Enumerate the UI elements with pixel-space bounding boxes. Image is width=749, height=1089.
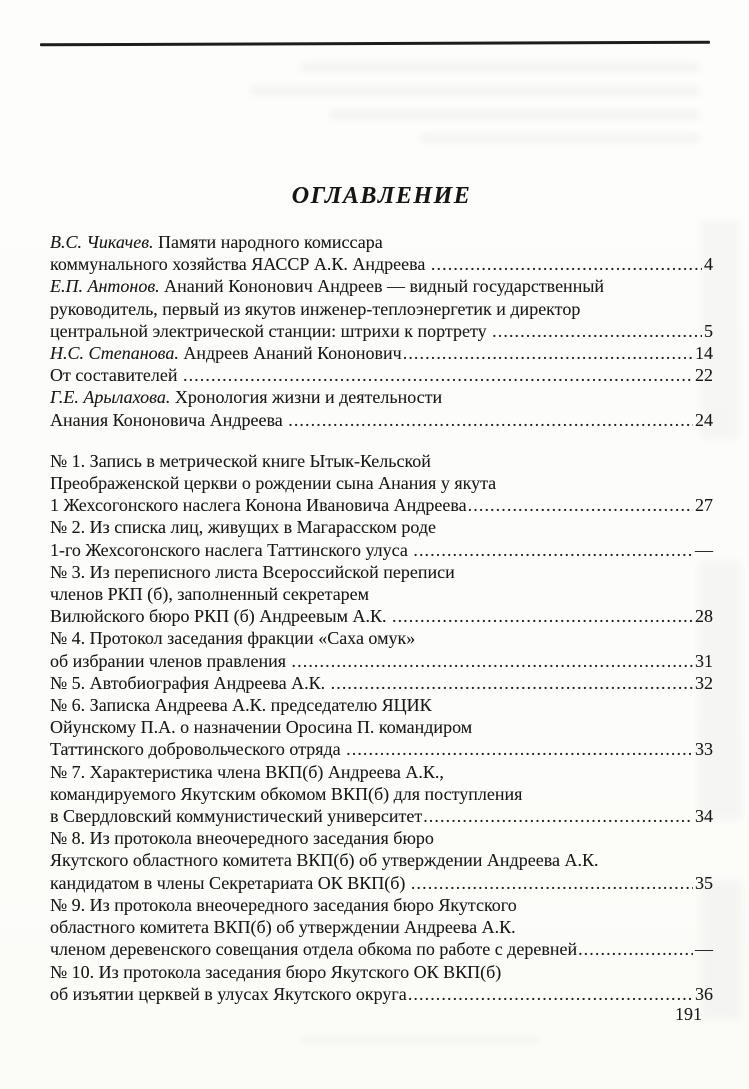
leader-dots (578, 938, 693, 960)
toc-page-number: — (695, 539, 713, 560)
toc-author: Н.С. Степанова. (50, 343, 179, 364)
toc-text: членов РКП (б), заполненный секретарем (50, 584, 370, 605)
toc-text: № 5. Автобиография Андреева А.К. (50, 672, 330, 693)
toc-line (50, 583, 713, 605)
toc-line (50, 650, 713, 672)
toc-line (50, 694, 713, 716)
toc-line (50, 627, 713, 649)
bleed-through-artifact (250, 86, 700, 96)
toc-text: Ананий Кононович Андреев — видный государственный (159, 276, 605, 297)
leader-dots (411, 872, 693, 894)
toc-text: в Свердловский коммунистический университет (50, 806, 423, 827)
toc-page-number: 24 (695, 409, 713, 430)
toc-text: № 6. Записка Андреева А.К. председателю ЯЦИК (50, 695, 432, 716)
toc-line (50, 342, 713, 364)
toc-text: об избрании членов правления (50, 650, 291, 671)
toc-text: От составителей (50, 365, 182, 386)
bleed-through-artifact (330, 110, 700, 120)
toc-line (50, 916, 713, 938)
toc-text: Памяти народного комиссара (153, 232, 383, 252)
toc-line (50, 805, 713, 827)
page-title: ОГЛАВЛЕНИЕ (291, 183, 472, 209)
toc-list (50, 231, 713, 1005)
toc-text: № 9. Из протокола внеочередного заседания бюро Якутского (50, 894, 517, 915)
toc-line (50, 516, 713, 538)
toc-text: членом деревенского совещания отдела обкома по работе с деревней (50, 939, 578, 960)
toc-author: Г.Е. Арылахова. (50, 387, 171, 408)
toc-line (50, 716, 713, 738)
toc-line (50, 275, 713, 297)
leader-dots (346, 738, 693, 760)
toc-line (50, 450, 713, 472)
toc-line (50, 783, 713, 805)
toc-text: об изъятии церквей в улусах Якутского округа (50, 983, 407, 1004)
toc-text: Якутского областного комитета ВКП(б) об утверждении Андреева А.К. (50, 850, 599, 871)
toc-page-number: 35 (695, 872, 713, 893)
toc-text: Преображенской церкви о рождении сына Анания у якута (50, 473, 497, 494)
toc-text: Ойунскому П.А. о назначении Оросина П. командиром (50, 717, 473, 738)
toc-text: 1 Жехсогонского наслега Конона Ивановича Андреева (50, 495, 467, 516)
toc-line (50, 409, 713, 431)
toc-page-number: 5 (704, 320, 713, 341)
toc-page-number: 27 (695, 495, 713, 516)
toc-line (50, 539, 713, 561)
leader-dots (468, 494, 693, 516)
toc-text: руководитель, первый из якутов инженер-теплоэнергетик и директор (50, 298, 581, 319)
toc-line (50, 872, 713, 894)
toc-line (50, 298, 713, 320)
leader-dots (423, 805, 693, 827)
toc-line (50, 561, 713, 583)
toc-line (50, 320, 713, 342)
leader-dots (403, 342, 693, 364)
bleed-through-artifact (300, 1035, 540, 1045)
toc-line (50, 938, 713, 960)
toc-page-number: 28 (695, 606, 713, 627)
toc-text: коммунального хозяйства ЯАССР А.К. Андреева (50, 254, 430, 275)
toc-line (50, 849, 713, 871)
leader-dots (288, 409, 693, 431)
bleed-through-artifact (420, 134, 700, 143)
toc-line (50, 894, 713, 916)
leader-dots (492, 320, 702, 342)
leader-dots (408, 983, 693, 1005)
toc-author: В.С. Чикачев. (50, 232, 154, 252)
leader-dots (413, 539, 693, 561)
bleed-through-artifact (300, 62, 700, 72)
leader-dots (183, 364, 693, 386)
toc-page-number: 22 (695, 365, 713, 386)
leader-dots (292, 650, 693, 672)
toc-text: Андреев Ананий Кононович (178, 343, 402, 364)
toc-text: Таттинского добровольческого отряда (50, 739, 346, 760)
toc-text: областного комитета ВКП(б) об утверждении Андреева А.К. (50, 917, 516, 938)
leader-dots (431, 253, 702, 275)
toc-text: № 2. Из списка лиц, живущих в Магарасском роде (50, 517, 437, 538)
toc-page-number: 32 (695, 672, 713, 693)
toc-line (50, 738, 713, 760)
toc-text: Анания Кононовича Андреева (50, 409, 288, 430)
toc-page-number: 31 (695, 650, 713, 671)
toc-line (50, 605, 713, 627)
toc-text: центральной электрической станции: штрихи к портрету (50, 320, 492, 341)
leader-dots (392, 605, 693, 627)
toc-text: 1-го Жехсогонского наслега Таттинского улуса (50, 539, 413, 560)
toc-line (50, 364, 713, 386)
toc-text: № 10. Из протокола заседания бюро Якутского ОК ВКП(б) (50, 961, 502, 982)
toc-author: Е.П. Антонов. (50, 276, 160, 297)
toc-text: Вилюйского бюро РКП (б) Андреевым А.К. (50, 606, 391, 627)
toc-line (50, 983, 713, 1005)
toc-text: № 7. Характеристика члена ВКП(б) Андреева А.К., (50, 761, 444, 782)
toc-line (50, 827, 713, 849)
toc-line (50, 231, 713, 253)
toc-page-number: 14 (695, 343, 713, 364)
toc-page-number: 4 (704, 254, 713, 275)
toc-line (50, 253, 713, 275)
toc-line (50, 472, 713, 494)
toc-page-number: 36 (695, 983, 713, 1004)
toc-page-number: 33 (695, 739, 713, 760)
toc-line (50, 494, 713, 516)
toc-text: № 4. Протокол заседания фракции «Саха омук» (50, 628, 416, 649)
toc-line (50, 672, 713, 694)
header-rule (40, 41, 710, 46)
toc-text: № 8. Из протокола внеочередного заседания бюро (50, 828, 434, 849)
leader-dots (331, 672, 693, 694)
toc-page-number: 34 (695, 806, 713, 827)
toc-text: Хронология жизни и деятельности (170, 387, 443, 408)
toc-line (50, 386, 713, 408)
folio-page-number: 191 (675, 1004, 702, 1024)
toc-line (50, 761, 713, 783)
toc-text: командируемого Якутским обкомом ВКП(б) для поступления (50, 783, 523, 804)
toc-text: № 1. Запись в метрической книге Ытык-Кельской (50, 450, 431, 471)
toc-text: кандидатом в члены Секретариата ОК ВКП(б) (50, 872, 410, 893)
toc-line (50, 961, 713, 983)
toc-text: № 3. Из переписного листа Всероссийской переписи (50, 561, 455, 582)
toc-page-number: — (695, 939, 713, 960)
